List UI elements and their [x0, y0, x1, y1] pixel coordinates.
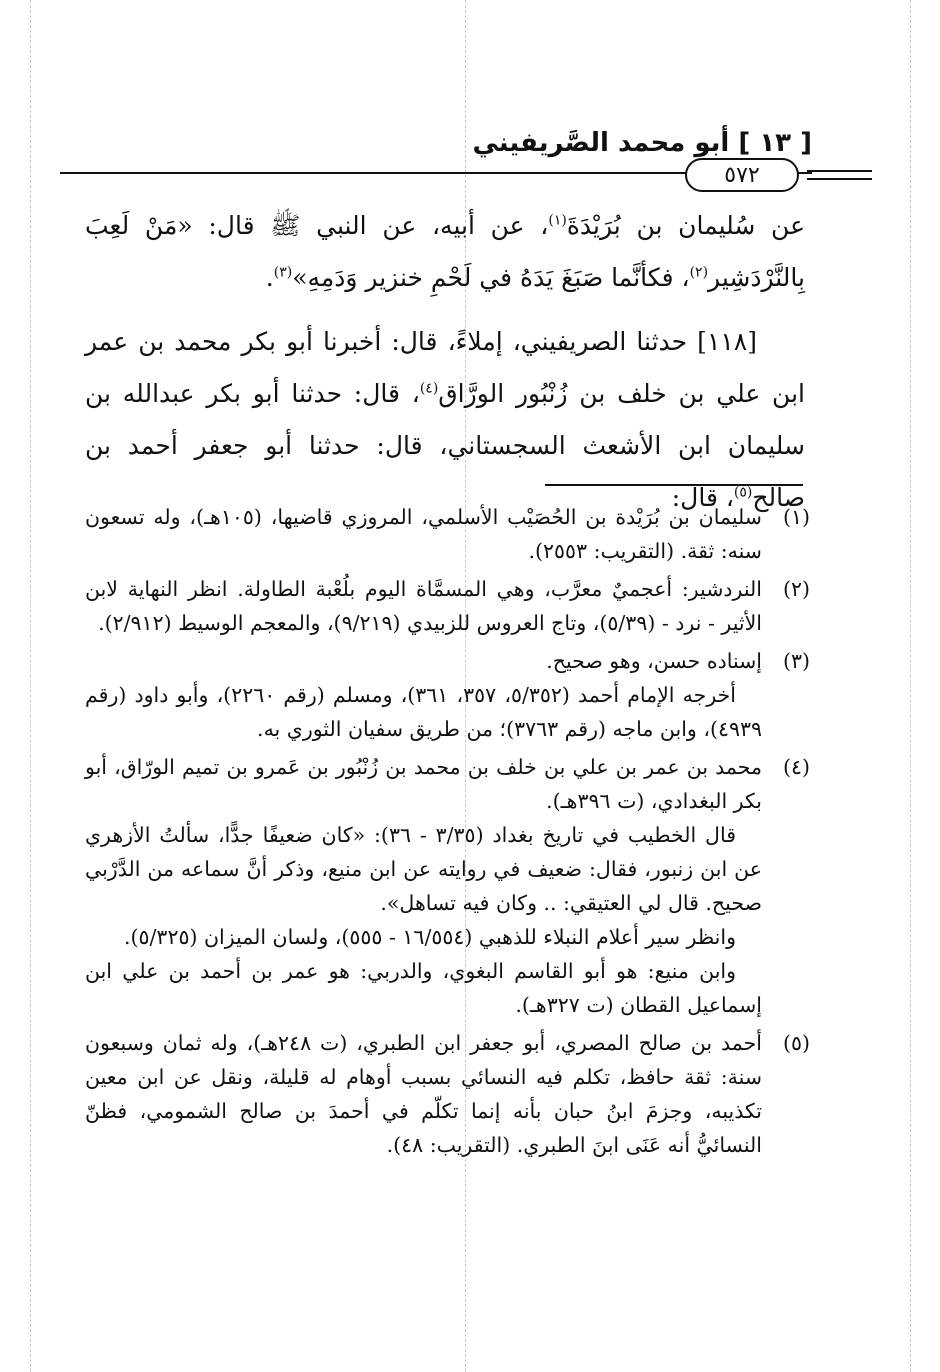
footnote-ref: (٤) [419, 380, 439, 397]
footnote [85, 1026, 810, 1162]
page-number-ornament [685, 158, 872, 192]
footnote-number: (٣) [782, 649, 810, 673]
page-number: ٥٧٢ [685, 158, 799, 192]
main-text [85, 200, 805, 524]
text-run: عن سُليمان بن بُرَيْدَةَ [566, 211, 806, 240]
footnote-text: أحمد بن صالح المصري، أبو جعفر ابن الطبري، (ت ٢٤٨هـ)، وله ثمان وسبعون سنة: ثقة حافظ، تكلم فيه النسائي بسبب أوهام له قليلة، ونقل عن ابن معين تكذيبه، وجزمَ ابنُ حبان بأنه إنما تكلّم في أحمدَ بن صالح الشمومي، فظنّ النسائيُّ أنه عَنَى ابنَ الطبري. (التقريب: ٤٨). [85, 1031, 762, 1157]
page-header [60, 120, 812, 195]
footnotes [85, 500, 810, 1166]
hadith-paragraph [85, 200, 805, 304]
footnote [85, 644, 810, 746]
footnote-text: أخرجه الإمام أحمد (٥/٣٥٢، ٣٥٧، ٣٦١)، ومسلم (رقم ٢٢٦٠)، وأبو داود (رقم ٤٩٣٩)، وابن ماجه (رقم ٣٧٦٣)؛ من طريق سفيان الثوري به. [85, 683, 762, 741]
footnote [85, 572, 810, 640]
text-run: ، قال: حدثنا أبو بكر عبدالله بن سليمان ابن الأشعث السجستاني، قال: حدثنا أبو جعفر أحمد بن صالح [85, 379, 805, 512]
footnote-body [85, 572, 762, 640]
footnote-ref: (٥) [733, 484, 753, 501]
footnote-number: (١) [782, 505, 810, 529]
footnote-text: محمد بن عمر بن علي بن خلف بن محمد بن زُنْبُور بن عَمرو بن تميم الورّاق، أبو بكر البغدادي، (ت ٣٩٦هـ). [85, 755, 762, 813]
footnote-text: قال الخطيب في تاريخ بغداد (٣/٣٥ - ٣٦): «كان ضعيفًا جدًّا، سألتُ الأزهري عن ابن زنبور، فقال: ضعيف في روايته عن ابن منيع، وذكر أنَّ سماعه من الدَّرْبي صحيح. قال لي العتيقي: .. وكان فيه تساهل». [85, 823, 762, 915]
text-run: ، فكأنَّما صَبَغَ يَدَهُ في لَحْمِ خنزير وَدَمِهِ» [292, 263, 690, 292]
footnote-text: سليمان بن بُرَيْدة بن الحُصَيْب الأسلمي، المروزي قاضيها، (١٠٥هـ)، وله تسعون سنه: ثقة. (التقريب: ٢٥٥٣). [85, 505, 762, 563]
text-run: ، عن أبيه، عن النبي ﷺ قال: «مَنْ لَعِبَ بِالنَّرْدَشِير [85, 211, 805, 292]
footnote-ref: (٢) [689, 264, 709, 281]
footnote-number: (٢) [782, 577, 810, 601]
footnote-text: النردشير: أعجميٌ معرَّب، وهي المسمَّاة اليوم بلُعْبة الطاولة. انظر النهاية لابن الأثير - نرد - (٥/٣٩)، وتاج العروس للزبيدي (٩/٢١٩)، والمعجم الوسيط (٢/٩١٢). [85, 577, 762, 635]
footnote-separator [545, 484, 803, 486]
footnote [85, 750, 810, 1022]
scan-guide-line [910, 0, 911, 1372]
footnote-body [85, 1026, 762, 1162]
footnote-ref: (١) [548, 212, 567, 229]
text-run: . [265, 263, 274, 292]
footnote-number: (٥) [782, 1031, 810, 1055]
footnote-body [85, 750, 762, 1022]
footnote [85, 500, 810, 568]
footnote-text: وانظر سير أعلام النبلاء للذهبي (١٦/٥٥٤ - ٥٥٥)، ولسان الميزان (٥/٣٢٥). [124, 925, 736, 949]
running-head: [ ١٣ ] أبو محمد الصَّريفيني [472, 128, 812, 158]
isnad-paragraph [85, 316, 805, 524]
footnote-ref: (٣) [273, 264, 293, 281]
footnote-text: إسناده حسن، وهو صحيح. [546, 649, 762, 673]
footnote-body [85, 500, 762, 568]
page-number-bar [807, 170, 872, 180]
scan-guide-line [30, 0, 31, 1372]
text-run: [١١٨] حدثنا الصريفيني، إملاءً، قال: أخبرنا أبو بكر محمد بن عمر ابن علي بن خلف بن زُنْبُور الورَّاق [85, 327, 805, 408]
footnote-number: (٤) [782, 755, 810, 779]
footnote-text: وابن منيع: هو أبو القاسم البغوي، والدربي: هو عمر بن أحمد بن علي ابن إسماعيل القطان (ت ٣٢٧هـ). [85, 959, 762, 1017]
text-run: ، قال: [671, 483, 734, 512]
footnote-body [85, 644, 762, 746]
